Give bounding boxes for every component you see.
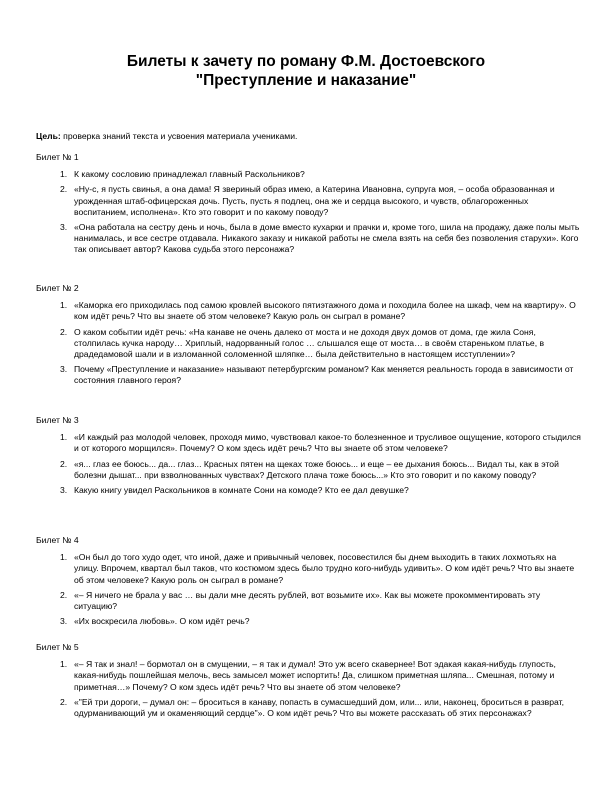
ticket-1 bbox=[36, 152, 581, 260]
question-item bbox=[36, 659, 581, 693]
ticket-5 bbox=[36, 642, 581, 723]
question-text: «Она работала на сестру день и ночь, была в доме вместо кухарки и прачки и, кроме того, шила на продажу, даже полы мыть нанималась, и все сестре отдавала. Никакого заказу и никакой работы не смела взять на себя без позволения старухи». Кого так описывает автор? Какова судьба этого персонажа? bbox=[74, 222, 580, 255]
question-list bbox=[36, 300, 581, 386]
ticket-heading: Билет № 5 bbox=[36, 642, 79, 652]
question-text: «– Я ничего не брала у вас … вы дали мне десять рублей, вот возьмите их». Как вы можете прокомментировать эту ситуацию? bbox=[74, 589, 541, 612]
question-item bbox=[36, 459, 581, 481]
ticket-heading: Билет № 3 bbox=[36, 415, 79, 425]
question-text: К какому сословию принадлежал главный Раскольников? bbox=[74, 169, 305, 180]
question-item bbox=[36, 432, 581, 454]
question-text: «Ну-с, я пусть свинья, а она дама! Я звериный образ имею, а Катерина Ивановна, супруга моя, – особа образованная и урожденная штаб-офицерская дочь. Пусть, пусть я подлец, она же и сердца высокого, и чувств, облагороженных воспитанием, исполнена». Кто это говорит и по какому поводу? bbox=[74, 184, 555, 217]
question-text: «И каждый раз молодой человек, проходя мимо, чувствовал какое-то болезненное и трусливое ощущение, которого стыдился и от которого морщился». Почему? О ком здесь идёт речь? Что вы знаете об этом человеке? bbox=[74, 432, 581, 454]
question-number: 3. bbox=[60, 616, 68, 627]
question-number: 1. bbox=[60, 300, 68, 311]
question-item bbox=[36, 364, 581, 386]
ticket-3 bbox=[36, 415, 581, 500]
goal-text: проверка знаний текста и усвоения материала учениками. bbox=[60, 131, 298, 141]
question-number: 1. bbox=[60, 552, 68, 563]
question-item bbox=[36, 590, 581, 612]
goal-label: Цель: bbox=[36, 131, 61, 141]
question-item bbox=[36, 327, 581, 361]
question-number: 2. bbox=[60, 184, 68, 195]
question-item bbox=[36, 697, 581, 719]
title-line-1: Билеты к зачету по роману Ф.М. Достоевского bbox=[126, 53, 486, 70]
ticket-heading: Билет № 4 bbox=[36, 535, 79, 545]
question-text: «"Ей три дороги, – думал он: – броситься в канаву, попасть в сумасшедший дом, или... или, наконец, броситься в разврат, одурманивающий ум и окаменяющий сердце"». О ком идёт речь? Что вы можете рассказать об этих персонажах? bbox=[74, 696, 564, 719]
question-number: 2. bbox=[60, 589, 68, 600]
question-number: 1. bbox=[60, 432, 68, 443]
title-line-2: "Преступление и наказание" bbox=[195, 72, 417, 89]
question-number: 2. bbox=[60, 696, 68, 707]
question-item bbox=[36, 485, 581, 496]
ticket-2 bbox=[36, 283, 581, 391]
question-number: 1. bbox=[60, 659, 68, 670]
question-text: Какую книгу увидел Раскольников в комнате Сони на комоде? Кто ее дал девушке? bbox=[74, 485, 409, 496]
question-list bbox=[36, 552, 581, 627]
ticket-4 bbox=[36, 535, 581, 631]
question-item bbox=[36, 616, 581, 627]
question-text: «Их воскресила любовь». О ком идёт речь? bbox=[74, 616, 250, 627]
question-item bbox=[36, 169, 581, 180]
question-list bbox=[36, 432, 581, 496]
question-text: «– Я так и знал! – бормотал он в смущении, – я так и думал! Это уж всего скавернее! Вот эдакая какая-нибудь глупость, какая-нибудь пошлейшая мелочь, весь замысел может испортить! Да, слишком приметная шляпа... Смешная, потому и приметная…» Почему? О ком здесь идёт речь? Что вы знаете об этом человеке? bbox=[74, 659, 556, 692]
ticket-heading: Билет № 1 bbox=[36, 152, 79, 162]
goal-statement bbox=[36, 131, 576, 142]
question-item bbox=[36, 184, 581, 218]
question-number: 3. bbox=[60, 485, 68, 496]
ticket-heading: Билет № 2 bbox=[36, 283, 79, 293]
question-number: 2. bbox=[60, 458, 68, 469]
question-number: 3. bbox=[60, 222, 68, 233]
question-text: Почему «Преступление и наказание» называют петербургским романом? Как меняется реальность города в зависимости от состояния главного героя? bbox=[74, 364, 574, 386]
question-list bbox=[36, 169, 581, 255]
question-text: «Он был до того худо одет, что иной, даже и привычный человек, посовестился бы днем выходить в таких лохмотьях на улицу. Впрочем, квартал был таков, что костюмом здесь было трудно кого-нибудь удивить». О ком идёт речь? Что вы знаете об этом человеке? Какую роль он сыграл в романе? bbox=[74, 552, 575, 585]
question-text: «Каморка его приходилась под самою кровлей высокого пятиэтажного дома и походила более на шкаф, чем на квартиру». О ком идёт речь? Что вы знаете об этом человеке? Какую роль он сыграл в романе? bbox=[74, 300, 576, 322]
question-number: 1. bbox=[60, 169, 68, 180]
question-number: 2. bbox=[60, 326, 68, 337]
question-text: «я... глаз ее боюсь... да... глаз... Красных пятен на щеках тоже боюсь... и еще – ее дыхания боюсь... Видал ты, как в этой болезни дышат... при взволнованных чувствах? Детского плача тоже боюсь...» Кто это говорит и по какому поводу? bbox=[74, 458, 559, 480]
question-list bbox=[36, 659, 581, 719]
question-number: 3. bbox=[60, 364, 68, 375]
question-item bbox=[36, 300, 581, 322]
question-item bbox=[36, 222, 581, 256]
question-item bbox=[36, 552, 581, 586]
document-title bbox=[0, 52, 612, 90]
question-text: О каком событии идёт речь: «На канаве не очень далеко от моста и не доходя двух домов от дома, где жила Соня, столпилась кучка народу… Хриплый, надорванный голос … слышался еще от моста… в своём стареньком платье, в драдедамовой шали и в изломанной соломенной шляпке… была действительно в настоящем исступлении»? bbox=[74, 326, 545, 360]
